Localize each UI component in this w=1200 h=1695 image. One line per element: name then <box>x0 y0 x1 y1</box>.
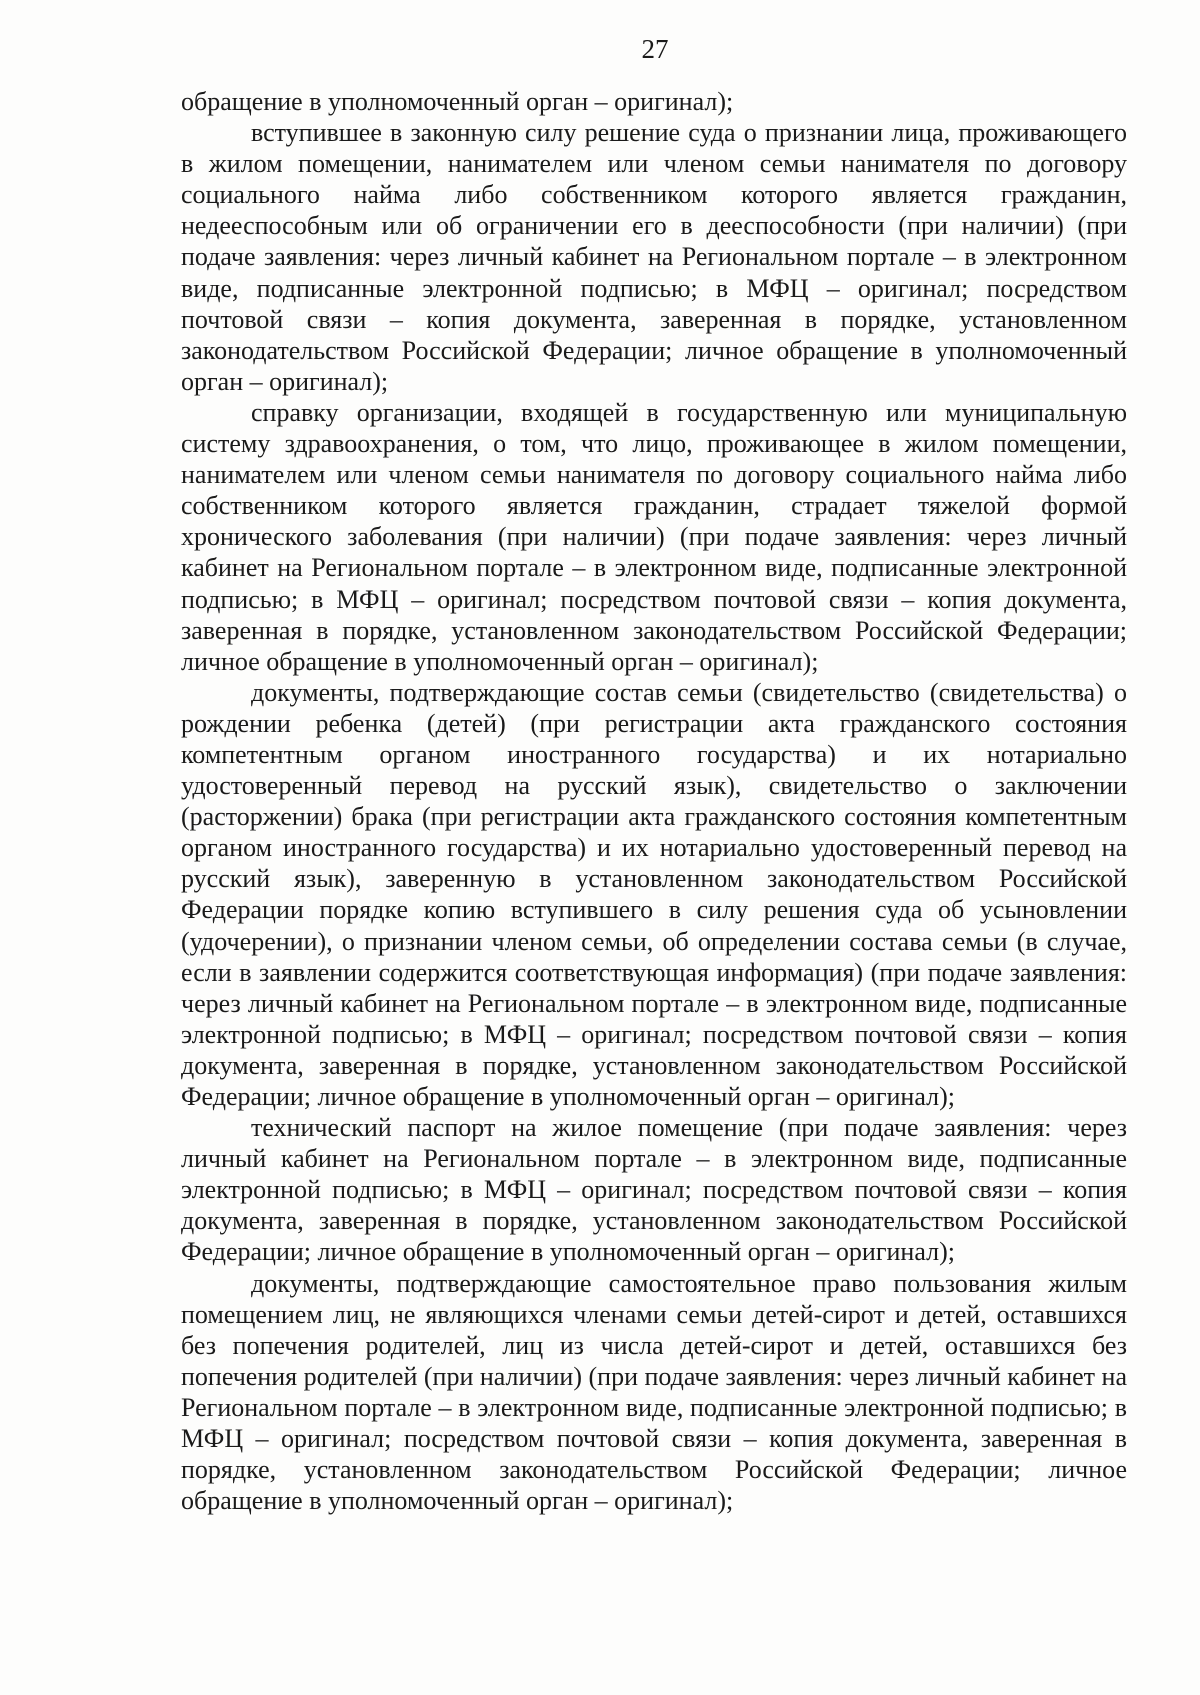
paragraph-health-certificate: справку организации, входящей в государственную или муниципальную систему здравоохранения, о том, что лицо, проживающее в жилом помещении, нанимателем или членом семьи нанимателя по договору социального найма либо собственником которого является гражданин, страдает тяжелой формой хронического заболевания (при наличии) (при подаче заявления: через личный кабинет на Региональном портале – в электронном виде, подписанные электронной подписью; в МФЦ – оригинал; посредством почтовой связи – копия документа, заверенная в порядке, установленном законодательством Российской Федерации; личное обращение в уполномоченный орган – оригинал); <box>181 397 1127 676</box>
paragraph-independent-right: документы, подтверждающие самостоятельное право пользования жилым помещением лиц, не являющихся членами семьи детей-сирот и детей, оставшихся без попечения родителей, лиц из числа детей-сирот и детей, оставшихся без попечения родителей (при наличии) (при подаче заявления: через личный кабинет на Региональном портале – в электронном виде, подписанные электронной подписью; в МФЦ – оригинал; посредством почтовой связи – копия документа, заверенная в порядке, установленном законодательством Российской Федерации; личное обращение в уполномоченный орган – оригинал); <box>181 1268 1127 1516</box>
document-body <box>181 86 1127 1516</box>
paragraph-technical-passport: технический паспорт на жилое помещение (при подаче заявления: через личный кабинет на Региональном портале – в электронном виде, подписанные электронной подписью; в МФЦ – оригинал; посредством почтовой связи – копия документа, заверенная в порядке, установленном законодательством Российской Федерации; личное обращение в уполномоченный орган – оригинал); <box>181 1113 1127 1267</box>
paragraph-family-documents: документы, подтверждающие состав семьи (свидетельство (свидетельства) о рождении ребенка (детей) (при регистрации акта гражданского состояния компетентным органом иностранного государства) и их нотариально удостоверенный перевод на русский язык), свидетельство о заключении (расторжении) брака (при регистрации акта гражданского состояния компетентным органом иностранного государства) и их нотариально удостоверенный перевод на русский язык), заверенную в установленном законодательством Российской Федерации порядке копию вступившего в силу решения суда об усыновлении (удочерении), о признании членом семьи, об определении состава семьи (в случае, если в заявлении содержится соответствующая информация) (при подаче заявления: через личный кабинет на Региональном портале – в электронном виде, подписанные электронной подписью; в МФЦ – оригинал; посредством почтовой связи – копия документа, заверенная в порядке, установленном законодательством Российской Федерации; личное обращение в уполномоченный орган – оригинал); <box>181 677 1127 1111</box>
paragraph-continuation: обращение в уполномоченный орган – оригинал); <box>181 87 734 116</box>
paragraph-court-decision: вступившее в законную силу решение суда о признании лица, проживающего в жилом помещении, нанимателем или членом семьи нанимателя по договору социального найма либо собственником которого является гражданин, недееспособным или об ограничении его в дееспособности (при наличии) (при подаче заявления: через личный кабинет на Региональном портале – в электронном виде, подписанные электронной подписью; в МФЦ – оригинал; посредством почтовой связи – копия документа, заверенная в порядке, установленном законодательством Российской Федерации; личное обращение в уполномоченный орган – оригинал); <box>181 118 1127 396</box>
page-number: 27 <box>641 34 669 64</box>
